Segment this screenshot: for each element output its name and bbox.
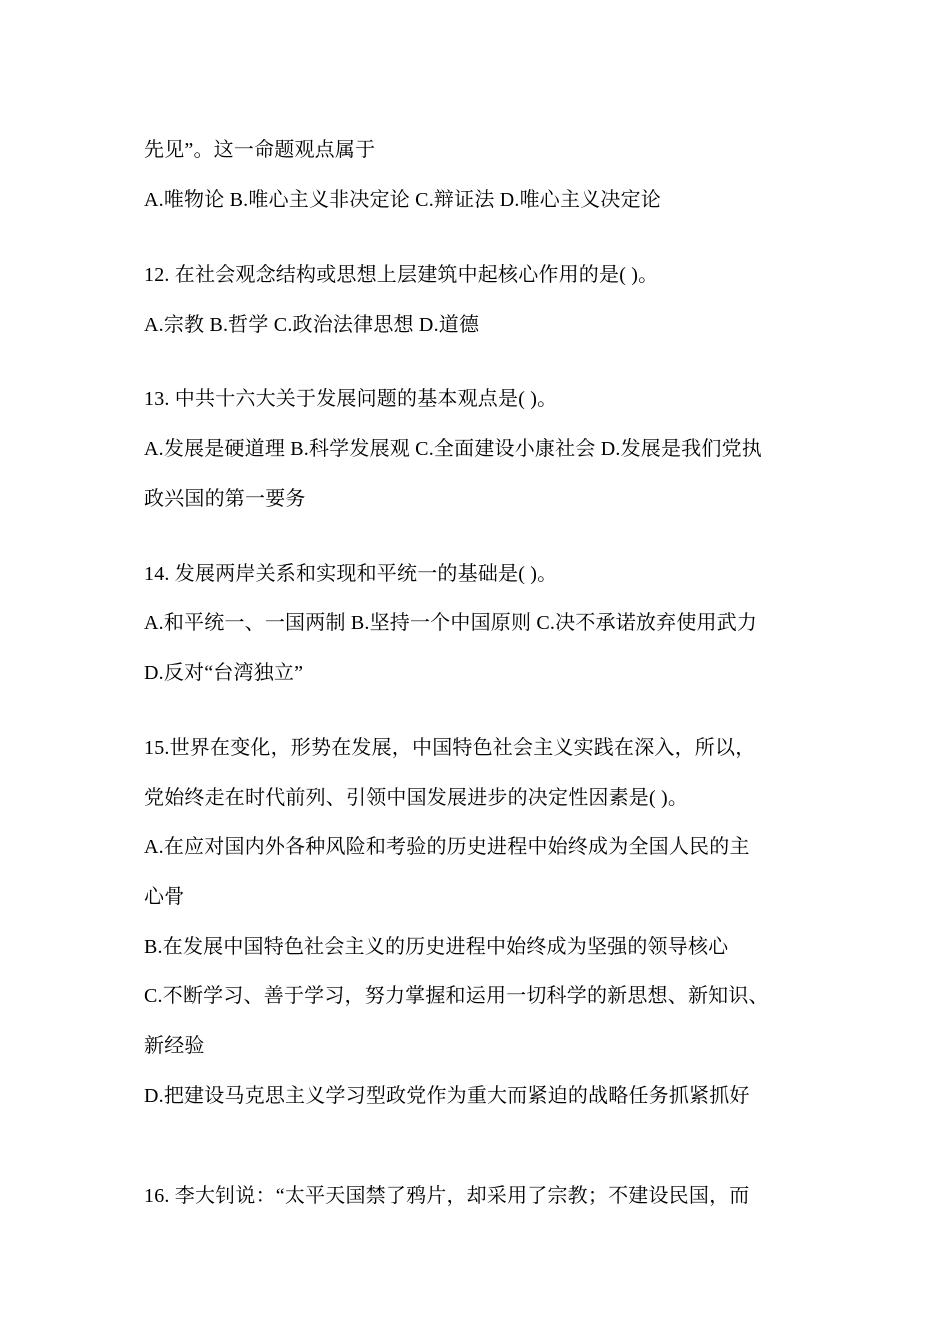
question-13-options: A.发展是硬道理 B.科学发展观 C.全面建设小康社会 D.发展是我们党执	[144, 438, 762, 460]
question-16-stem: 16. 李大钊说：“太平天国禁了鸦片，却采用了宗教；不建设民国，而	[144, 1185, 750, 1207]
question-15-option-b: B.在发展中国特色社会主义的历史进程中始终成为坚强的领导核心	[144, 936, 729, 958]
question-15-option-c: C.不断学习、善于学习，努力掌握和运用一切科学的新思想、新知识、	[144, 985, 769, 1007]
question-15-option-c-cont: 新经验	[144, 1035, 205, 1057]
question-12-options: A.宗教 B.哲学 C.政治法律思想 D.道德	[144, 314, 480, 336]
question-15-option-a-cont: 心骨	[144, 886, 185, 908]
question-14-options: A.和平统一、一国两制 B.坚持一个中国原则 C.决不承诺放弃使用武力	[144, 612, 758, 634]
question-15-stem: 15.世界在变化，形势在发展，中国特色社会主义实践在深入，所以，	[144, 737, 756, 759]
question-15-option-a: A.在应对国内外各种风险和考验的历史进程中始终成为全国人民的主	[144, 836, 750, 858]
question-12-stem: 12. 在社会观念结构或思想上层建筑中起核心作用的是( )。	[144, 264, 659, 286]
question-13-options-cont: 政兴国的第一要务	[144, 488, 306, 510]
question-14-options-cont: D.反对“台湾独立”	[144, 662, 304, 684]
question-15-stem-cont: 党始终走在时代前列、引领中国发展进步的决定性因素是( )。	[144, 787, 689, 809]
question-14-stem: 14. 发展两岸关系和实现和平统一的基础是( )。	[144, 563, 558, 585]
text-line: A.唯物论 B.唯心主义非决定论 C.辩证法 D.唯心主义决定论	[144, 189, 661, 211]
question-13-stem: 13. 中共十六大关于发展问题的基本观点是( )。	[144, 388, 558, 410]
text-line: 先见”。这一命题观点属于	[144, 139, 376, 161]
question-15-option-d: D.把建设马克思主义学习型政党作为重大而紧迫的战略任务抓紧抓好	[144, 1085, 750, 1107]
